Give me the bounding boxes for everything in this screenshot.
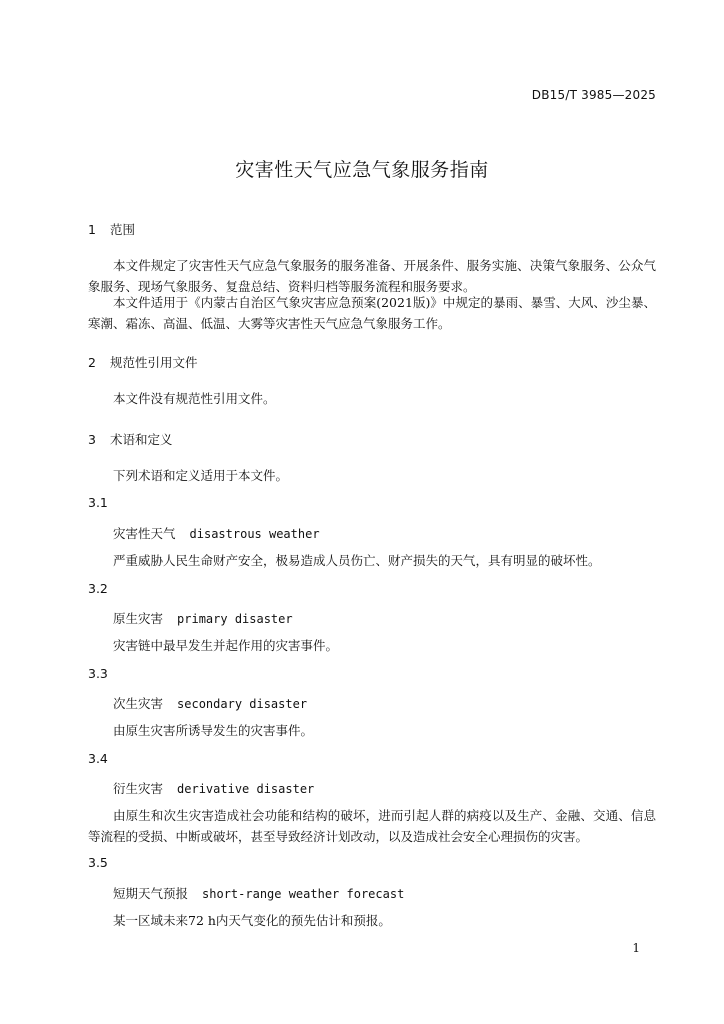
term-entry [113, 779, 314, 797]
page-number: 1 [632, 941, 640, 955]
term-number: 3.3 [88, 666, 108, 681]
term-definition: 某一区域未来72 h内天气变化的预先估计和预报。 [113, 913, 391, 928]
terms-intro-paragraph: 下列术语和定义适用于本文件。 [113, 468, 289, 483]
term-chinese: 短期天气预报 [113, 886, 189, 901]
document-code: DB15/T 3985—2025 [531, 88, 656, 102]
section-title: 范围 [109, 222, 135, 237]
term-definition: 由原生和次生灾害造成社会功能和结构的破坏，进而引起人群的病疫以及生产、金融、交通、信息等流程的受损、中断或破坏，甚至导致经济计划改动，以及造成社会安全心理损伤的灾害。 [88, 808, 656, 844]
section-number: 2 [88, 355, 96, 370]
term-chinese: 衍生灾害 [113, 781, 164, 796]
term-entry [113, 609, 293, 627]
term-number: 3.4 [88, 751, 108, 766]
scope-paragraph-2: 本文件适用于《内蒙古自治区气象灾害应急预案(2021版)》中规定的暴雨、暴雪、大风、沙尘暴、寒潮、霜冻、高温、低温、大雾等灾害性天气应急气象服务工作。 [88, 295, 656, 331]
section-title: 规范性引用文件 [109, 355, 198, 370]
term-number: 3.1 [88, 495, 108, 510]
term-chinese: 原生灾害 [113, 611, 164, 626]
section-heading-terms [88, 430, 173, 448]
document-title: 灾害性天气应急气象服务指南 [235, 159, 489, 181]
term-number: 3.2 [88, 581, 108, 596]
term-chinese: 灾害性天气 [113, 526, 176, 541]
term-english: derivative disaster [177, 782, 315, 796]
term-english: short-range weather forecast [202, 887, 405, 901]
section-number: 1 [88, 222, 96, 237]
term-english: primary disaster [177, 612, 293, 626]
term-chinese: 次生灾害 [113, 696, 164, 711]
term-english: disastrous weather [189, 527, 320, 541]
term-entry [113, 524, 320, 542]
section-title: 术语和定义 [109, 432, 173, 447]
term-definition: 灾害链中最早发生并起作用的灾害事件。 [113, 638, 339, 653]
term-entry [113, 884, 404, 902]
section-number: 3 [88, 432, 96, 447]
scope-paragraph-1: 本文件规定了灾害性天气应急气象服务的服务准备、开展条件、服务实施、决策气象服务、公众气象服务、现场气象服务、复盘总结、资料归档等服务流程和服务要求。 [88, 258, 656, 294]
term-english: secondary disaster [177, 697, 308, 711]
term-definition: 严重威胁人民生命财产安全，极易造成人员伤亡、财产损失的天气，具有明显的破坏性。 [113, 553, 601, 568]
term-definition: 由原生灾害所诱导发生的灾害事件。 [113, 723, 314, 738]
term-number: 3.5 [88, 855, 108, 870]
section-heading-normative-references [88, 353, 198, 371]
section-heading-scope [88, 220, 135, 238]
term-entry [113, 694, 307, 712]
normative-references-paragraph: 本文件没有规范性引用文件。 [113, 391, 276, 406]
